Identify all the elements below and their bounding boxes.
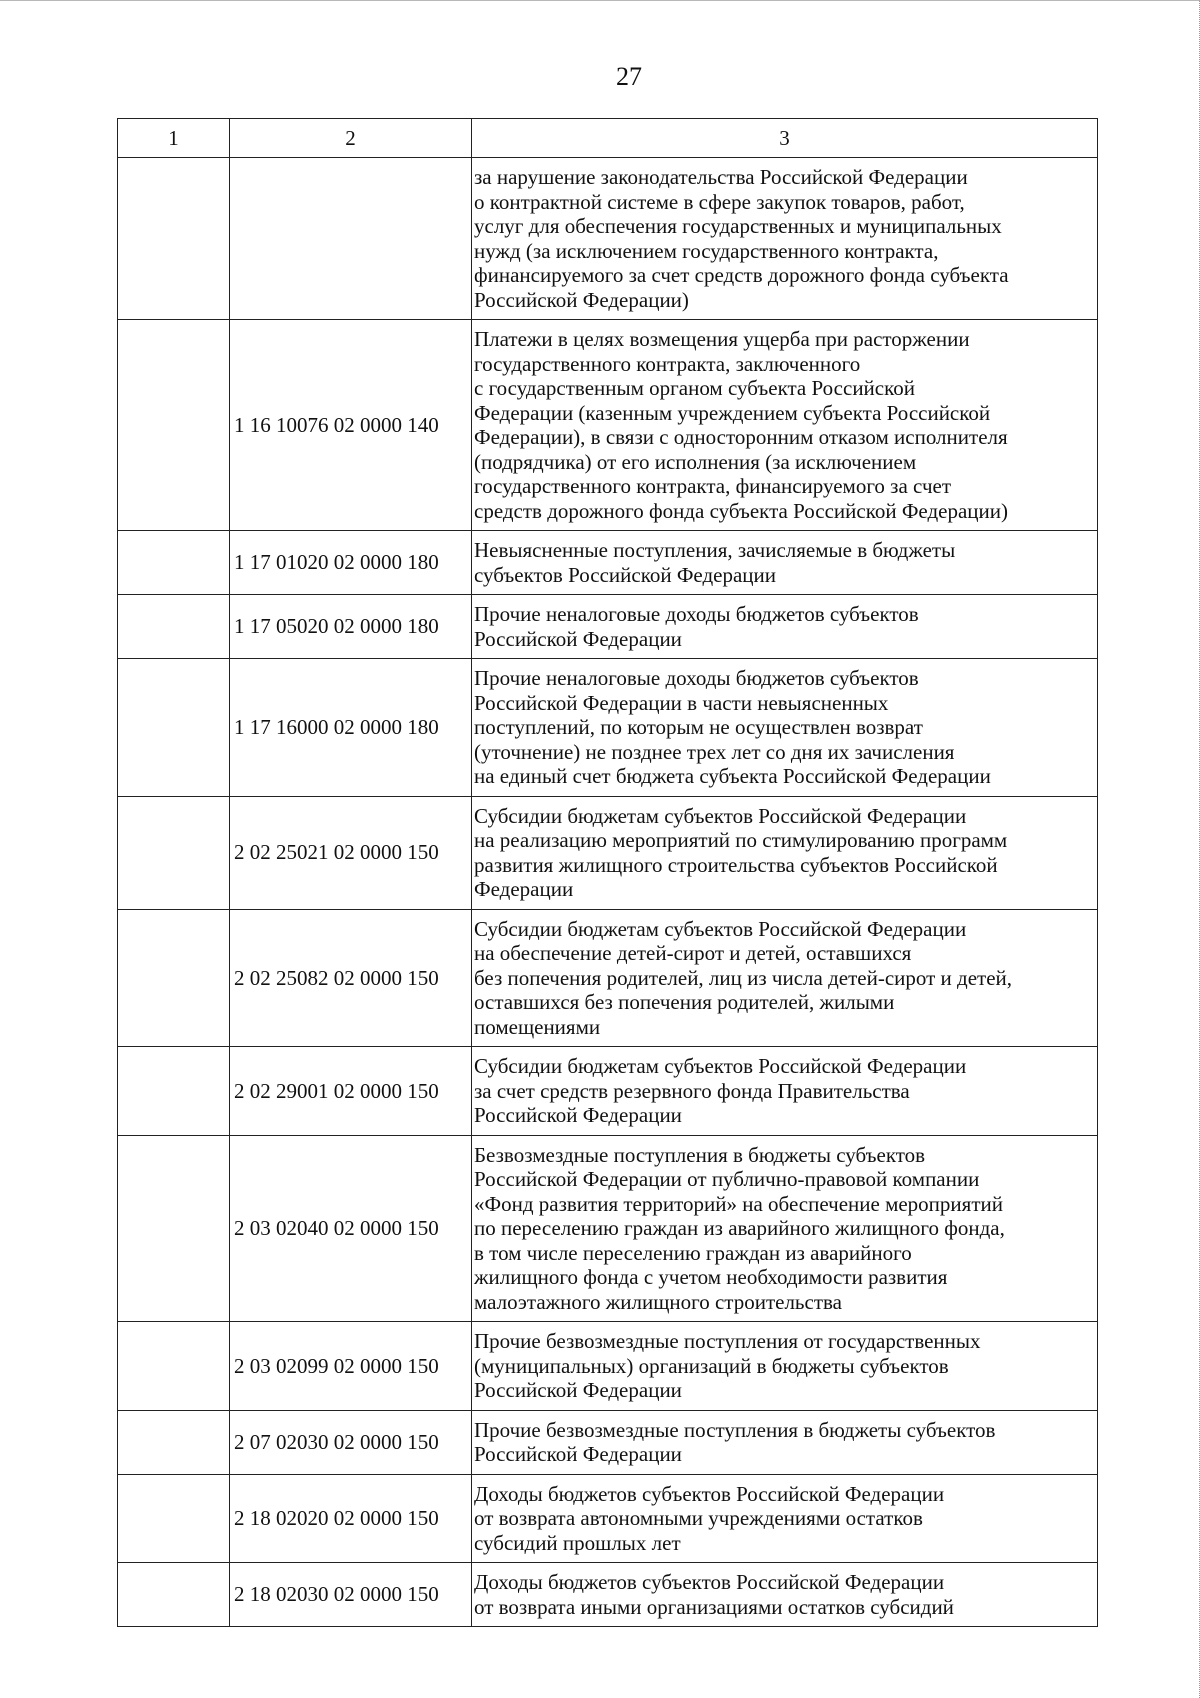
row-col1-cell	[118, 1410, 230, 1474]
revenue-code-cell: 2 03 02099 02 0000 150	[230, 1322, 472, 1411]
row-col1-cell	[118, 1135, 230, 1322]
table-row	[118, 909, 1098, 1047]
revenue-description-cell: Субсидии бюджетам субъектов Российской Федерации на реализацию мероприятий по стимулированию программ развития жилищного строительства субъектов Российской Федерации	[472, 796, 1098, 909]
row-col1-cell	[118, 1047, 230, 1136]
revenue-description-cell: Прочие неналоговые доходы бюджетов субъектов Российской Федерации	[472, 595, 1098, 659]
revenue-codes-table	[117, 118, 1098, 1627]
table-row	[118, 796, 1098, 909]
row-col1-cell	[118, 1474, 230, 1563]
revenue-code-cell: 1 17 01020 02 0000 180	[230, 531, 472, 595]
table-row	[118, 1322, 1098, 1411]
revenue-description-cell: Платежи в целях возмещения ущерба при расторжении государственного контракта, заключенного с государственным органом субъекта Российской Федерации (казенным учреждением субъекта Российской Федерации), в связи с односторонним отказом исполнителя (подрядчика) от его исполнения (за исключением государственного контракта, финансируемого за счет средств дорожного фонда субъекта Российской Федерации)	[472, 320, 1098, 531]
revenue-code-cell: 1 16 10076 02 0000 140	[230, 320, 472, 531]
row-col1-cell	[118, 158, 230, 320]
revenue-description-cell: Безвозмездные поступления в бюджеты субъектов Российской Федерации от публично-правовой компании «Фонд развития территорий» на обеспечение мероприятий по переселению граждан из аварийного жилищного фонда, в том числе переселению граждан из аварийного жилищного фонда с учетом необходимости развития малоэтажного жилищного строительства	[472, 1135, 1098, 1322]
column-header-3: 3	[472, 119, 1098, 158]
table-row	[118, 1563, 1098, 1627]
table-row	[118, 158, 1098, 320]
revenue-description-cell: Доходы бюджетов субъектов Российской Федерации от возврата автономными учреждениями остатков субсидий прошлых лет	[472, 1474, 1098, 1563]
row-col1-cell	[118, 595, 230, 659]
revenue-code-cell	[230, 158, 472, 320]
table-row	[118, 1047, 1098, 1136]
table-header-row	[118, 119, 1098, 158]
revenue-description-cell: за нарушение законодательства Российской Федерации о контрактной системе в сфере закупок товаров, работ, услуг для обеспечения государственных и муниципальных нужд (за исключением государственного контракта, финансируемого за счет средств дорожного фонда субъекта Российской Федерации)	[472, 158, 1098, 320]
revenue-code-cell: 2 18 02030 02 0000 150	[230, 1563, 472, 1627]
table-row	[118, 659, 1098, 797]
revenue-description-cell: Прочие безвозмездные поступления от государственных (муниципальных) организаций в бюджеты субъектов Российской Федерации	[472, 1322, 1098, 1411]
row-col1-cell	[118, 909, 230, 1047]
row-col1-cell	[118, 659, 230, 797]
row-col1-cell	[118, 1322, 230, 1411]
revenue-code-cell: 1 17 05020 02 0000 180	[230, 595, 472, 659]
table-row	[118, 1410, 1098, 1474]
table-row	[118, 1135, 1098, 1322]
revenue-description-cell: Прочие неналоговые доходы бюджетов субъектов Российской Федерации в части невыясненных поступлений, по которым не осуществлен возврат (уточнение) не позднее трех лет со дня их зачисления на единый счет бюджета субъекта Российской Федерации	[472, 659, 1098, 797]
table-row	[118, 1474, 1098, 1563]
revenue-code-cell: 2 07 02030 02 0000 150	[230, 1410, 472, 1474]
column-header-1: 1	[118, 119, 230, 158]
revenue-code-cell: 2 02 25082 02 0000 150	[230, 909, 472, 1047]
table-row	[118, 531, 1098, 595]
revenue-description-cell: Прочие безвозмездные поступления в бюджеты субъектов Российской Федерации	[472, 1410, 1098, 1474]
row-col1-cell	[118, 531, 230, 595]
revenue-description-cell: Доходы бюджетов субъектов Российской Федерации от возврата иными организациями остатков субсидий	[472, 1563, 1098, 1627]
column-header-2: 2	[230, 119, 472, 158]
revenue-code-cell: 2 02 25021 02 0000 150	[230, 796, 472, 909]
revenue-description-cell: Невыясненные поступления, зачисляемые в бюджеты субъектов Российской Федерации	[472, 531, 1098, 595]
row-col1-cell	[118, 1563, 230, 1627]
revenue-code-cell: 2 03 02040 02 0000 150	[230, 1135, 472, 1322]
page-number: 27	[616, 62, 642, 91]
revenue-description-cell: Субсидии бюджетам субъектов Российской Федерации на обеспечение детей-сирот и детей, оставшихся без попечения родителей, лиц из числа детей-сирот и детей, оставшихся без попечения родителей, жилыми помещениями	[472, 909, 1098, 1047]
revenue-code-cell: 1 17 16000 02 0000 180	[230, 659, 472, 797]
revenue-code-cell: 2 02 29001 02 0000 150	[230, 1047, 472, 1136]
table-row	[118, 320, 1098, 531]
table-body	[118, 158, 1098, 1627]
revenue-code-cell: 2 18 02020 02 0000 150	[230, 1474, 472, 1563]
row-col1-cell	[118, 796, 230, 909]
revenue-description-cell: Субсидии бюджетам субъектов Российской Федерации за счет средств резервного фонда Правительства Российской Федерации	[472, 1047, 1098, 1136]
table-row	[118, 595, 1098, 659]
row-col1-cell	[118, 320, 230, 531]
